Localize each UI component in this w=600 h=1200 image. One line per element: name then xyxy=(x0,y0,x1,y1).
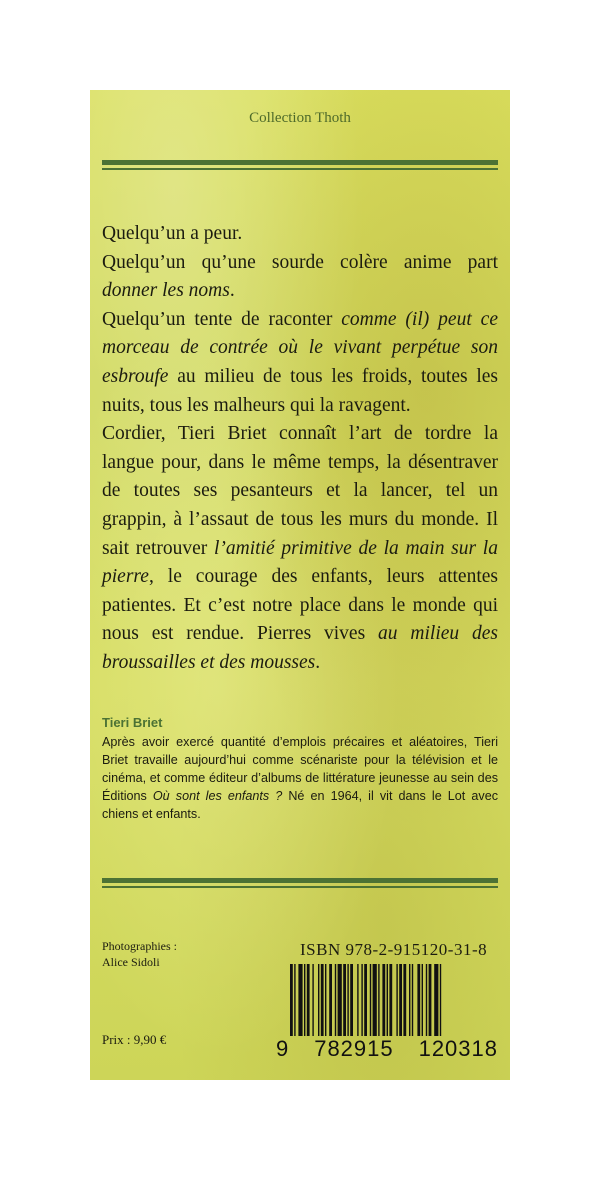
photo-credit-name: Alice Sidoli xyxy=(102,955,160,969)
barcode-bar xyxy=(318,964,319,1036)
barcode-bar xyxy=(403,964,406,1036)
barcode-digit-group: 9 xyxy=(276,1036,290,1061)
barcode-digits xyxy=(276,1036,498,1062)
isbn-label: ISBN 978-2-915120-31-8 xyxy=(300,940,488,959)
barcode-bar xyxy=(434,964,438,1036)
barcode-bar xyxy=(364,964,367,1036)
barcode-bar xyxy=(370,964,371,1036)
barcode-bar xyxy=(290,964,293,1036)
barcode-bar xyxy=(321,964,324,1036)
blurb-text xyxy=(102,220,498,678)
price-label: Prix : 9,90 € xyxy=(102,1032,167,1047)
barcode-bars xyxy=(276,964,498,1036)
barcode-bar xyxy=(307,964,310,1036)
bottom-divider xyxy=(102,878,498,888)
barcode-bar xyxy=(329,964,332,1036)
barcode-bar xyxy=(440,964,441,1036)
blurb-paragraph: Quelqu’un qu’une sourde colère anime part donner les noms. xyxy=(102,251,498,302)
barcode-bar xyxy=(347,964,348,1036)
author-bio: Après avoir exercé quantité d’emplois précaires et aléatoires, Tieri Briet travaille aujourd’hui comme scénariste pour la télévision et le cinéma, et comme éditeur d’albums de littérature jeunesse au sein des Éditions Où sont les enfants ? Né en 1964, il vit dans le Lot avec chiens et enfants. xyxy=(102,735,498,821)
barcode-digit-group: 120318 xyxy=(418,1036,498,1061)
barcode-bar xyxy=(335,964,336,1036)
blurb-paragraph: Quelqu’un a peur. xyxy=(102,223,243,244)
barcode-bar xyxy=(389,964,392,1036)
barcode-bar xyxy=(412,964,413,1036)
barcode-bar xyxy=(426,964,427,1036)
barcode-bar xyxy=(294,964,295,1036)
blurb-paragraph: Cordier, Tieri Briet connaît l’art de tordre la langue pour, dans le même temps, la désentraver de toutes ses pesanteurs et la lancer, tel un grappin, à l’assaut de tous les murs du monde. Il sait retrouver l’amitié primitive de la main sur la pierre, le courage des enfants, leurs attentes patientes. Et c’est notre place dans le monde qui nous est rendue. Pierres vives au milieu des broussailles et des mousses. xyxy=(102,423,498,673)
barcode-bar xyxy=(338,964,342,1036)
photo-credit-label: Photographies : xyxy=(102,939,177,953)
barcode-bar xyxy=(417,964,420,1036)
barcode-bar xyxy=(298,964,302,1036)
barcode-bar xyxy=(387,964,388,1036)
top-divider xyxy=(102,160,498,170)
blurb-paragraph: Quelqu’un tente de raconter comme (il) peut ce morceau de contrée où le vivant perpétue son esbroufe au milieu de tous les froids, toutes les nuits, tous les malheurs qui la ravagent. xyxy=(102,308,498,416)
barcode xyxy=(276,964,498,1060)
barcode-bar xyxy=(378,964,379,1036)
barcode-digit-group: 782915 xyxy=(314,1036,394,1061)
barcode-bar xyxy=(350,964,353,1036)
barcode-bar xyxy=(312,964,313,1036)
barcode-bar xyxy=(429,964,432,1036)
barcode-bar xyxy=(399,964,402,1036)
barcode-bar xyxy=(343,964,346,1036)
photo-credit xyxy=(102,938,177,970)
barcode-bar xyxy=(304,964,305,1036)
barcode-bar xyxy=(361,964,362,1036)
barcode-bar xyxy=(396,964,397,1036)
barcode-bar xyxy=(325,964,326,1036)
barcode-bar xyxy=(373,964,377,1036)
book-back-cover xyxy=(90,90,510,1080)
author-name: Tieri Briet xyxy=(102,715,163,730)
collection-title: Collection Thoth xyxy=(249,110,351,126)
barcode-bar xyxy=(422,964,423,1036)
barcode-bar xyxy=(382,964,385,1036)
barcode-bar xyxy=(409,964,410,1036)
barcode-bar xyxy=(357,964,358,1036)
